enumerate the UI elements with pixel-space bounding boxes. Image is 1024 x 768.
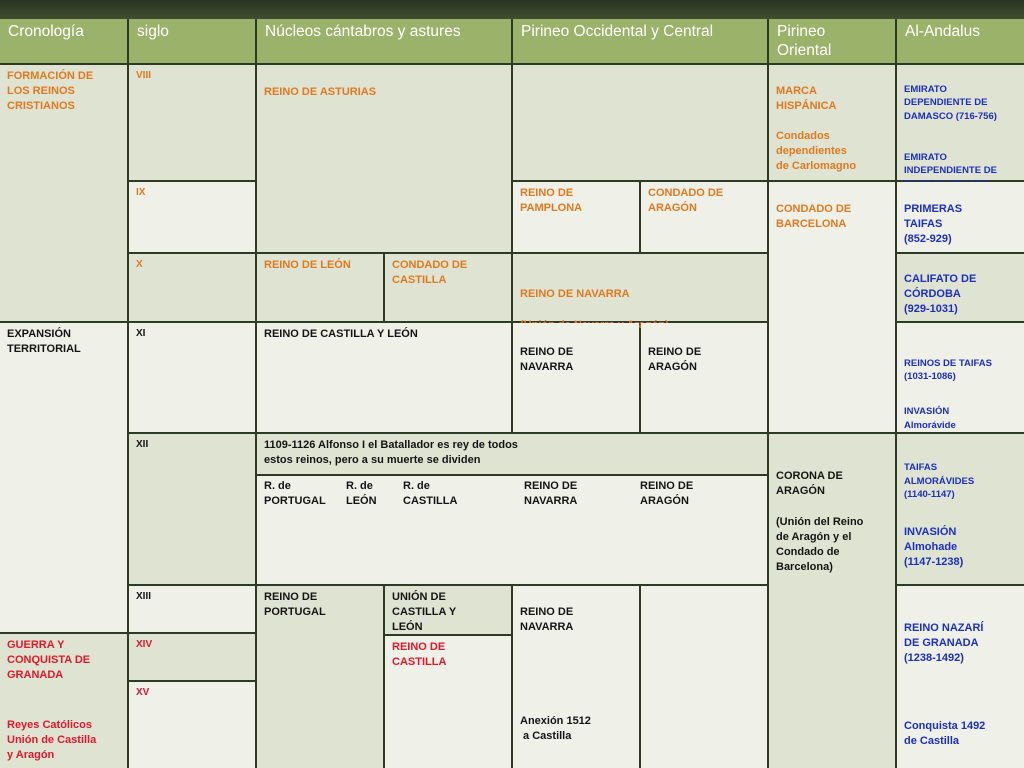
reino-castilla-leon: REINO DE CASTILLA Y LEÓN xyxy=(257,323,511,432)
corona-aragon xyxy=(769,434,895,768)
reino-portugal: REINO DE PORTUGAL xyxy=(257,586,383,768)
condados-carlomagno: Condados dependientes de Carlomagno xyxy=(776,130,857,172)
reino-nazari-label: REINO NAZARÍ DE GRANADA (1238-1492) xyxy=(904,622,984,664)
reino-aragon-xi: REINO DE ARAGÓN xyxy=(641,323,767,432)
header-cronologia: Cronología xyxy=(0,19,127,63)
siglo-viii: VIII xyxy=(129,65,255,180)
reyes-catolicos-label: Reyes Católicos Unión de Castilla y Aragón xyxy=(7,719,97,761)
siglo-xi: XI xyxy=(129,323,255,432)
header-nucleos: Núcleos cántabros y astures xyxy=(257,19,511,63)
reino-pamplona: REINO DE PAMPLONA xyxy=(513,182,639,252)
emirato-dependiente: EMIRATO DEPENDIENTE DE DAMASCO (716-756) xyxy=(904,83,997,122)
reino-leon: REINO DE LEÓN xyxy=(257,254,383,321)
condado-barcelona: CONDADO DE BARCELONA xyxy=(769,182,895,432)
cronologia-expansion: EXPANSIÓN TERRITORIAL xyxy=(0,323,127,632)
reino-navarra-union xyxy=(513,254,767,321)
corona-aragon-title: CORONA DE ARAGÓN xyxy=(776,470,843,497)
reino-asturias: REINO DE ASTURIAS xyxy=(257,65,511,252)
conquista-1492: Conquista 1492 de Castilla xyxy=(904,720,986,747)
top-band xyxy=(0,0,1024,19)
siglo-xv: XV xyxy=(129,682,255,768)
invasion-almoravide: INVASIÓN Almorávide xyxy=(904,406,956,431)
invasion-almohade: INVASIÓN Almohade (1147-1238) xyxy=(904,525,964,568)
siglo-xiii: XIII xyxy=(129,586,255,632)
anexion-1512: Anexión 1512 a Castilla xyxy=(520,715,591,742)
r-castilla-xii: R. de CASTILLA xyxy=(403,480,458,507)
cronologia-guerra xyxy=(0,634,127,768)
reino-castilla-xiv: REINO DE CASTILLA xyxy=(385,636,511,768)
primeras-taifas: PRIMERAS TAIFAS (852-929) xyxy=(897,182,1024,252)
emirato-independiente: EMIRATO INDEPENDIENTE DE xyxy=(904,151,997,176)
reino-navarra-xiii xyxy=(513,586,639,768)
union-castilla-leon: UNIÓN DE CASTILLA Y LEÓN xyxy=(385,586,511,634)
r-navarra-xii: REINO DE NAVARRA xyxy=(524,480,578,507)
emiratos xyxy=(897,65,1024,180)
pirineo-viii-empty xyxy=(513,65,767,180)
taifas-almohades xyxy=(897,434,1024,584)
reino-navarra-title: REINO DE NAVARRA xyxy=(520,288,630,300)
reino-navarra-xiii-label: REINO DE NAVARRA xyxy=(520,606,574,633)
condado-aragon: CONDADO DE ARAGÓN xyxy=(641,182,767,252)
reinos-xii xyxy=(257,476,767,584)
r-aragon-xii: REINO DE ARAGÓN xyxy=(640,480,694,507)
marca-hispanica-title: MARCA HISPÁNICA xyxy=(776,85,837,112)
aragon-xiii-empty xyxy=(641,586,767,768)
taifas-almoravides: TAIFAS ALMORÁVIDES (1140-1147) xyxy=(904,462,975,500)
siglo-xii: XII xyxy=(129,434,255,584)
marca-hispanica xyxy=(769,65,895,180)
r-portugal-xii: R. de PORTUGAL xyxy=(264,480,326,507)
header-pirineo-oriental: Pirineo Oriental xyxy=(769,19,895,63)
califato-cordoba: CALIFATO DE CÓRDOBA (929-1031) xyxy=(897,254,1024,321)
siglo-ix: IX xyxy=(129,182,255,252)
r-leon-xii: R. de LEÓN xyxy=(346,480,377,507)
cronologia-formacion: FORMACIÓN DE LOS REINOS CRISTIANOS xyxy=(0,65,127,321)
guerra-label: GUERRA Y CONQUISTA DE GRANADA xyxy=(7,639,91,681)
reino-navarra-xi: REINO DE NAVARRA xyxy=(513,323,639,432)
condado-castilla: CONDADO DE CASTILLA xyxy=(385,254,511,321)
siglo-xiv: XIV xyxy=(129,634,255,680)
reino-nazari xyxy=(897,586,1024,768)
header-siglo: siglo xyxy=(129,19,255,63)
header-al-andalus: Al-Andalus xyxy=(897,19,1024,63)
siglo-x: X xyxy=(129,254,255,321)
reinos-taifas-1031: REINOS DE TAIFAS (1031-1086) xyxy=(904,357,992,382)
reinos-taifas-invasion xyxy=(897,323,1024,432)
header-pirineo-occidental: Pirineo Occidental y Central xyxy=(513,19,767,63)
corona-aragon-subtitle: (Unión del Reino de Aragón y el Condado de Barcelona) xyxy=(776,516,864,573)
alfonso-batallador: 1109-1126 Alfonso I el Batallador es rey de todos estos reinos, pero a su muerte se dividen xyxy=(257,434,767,474)
